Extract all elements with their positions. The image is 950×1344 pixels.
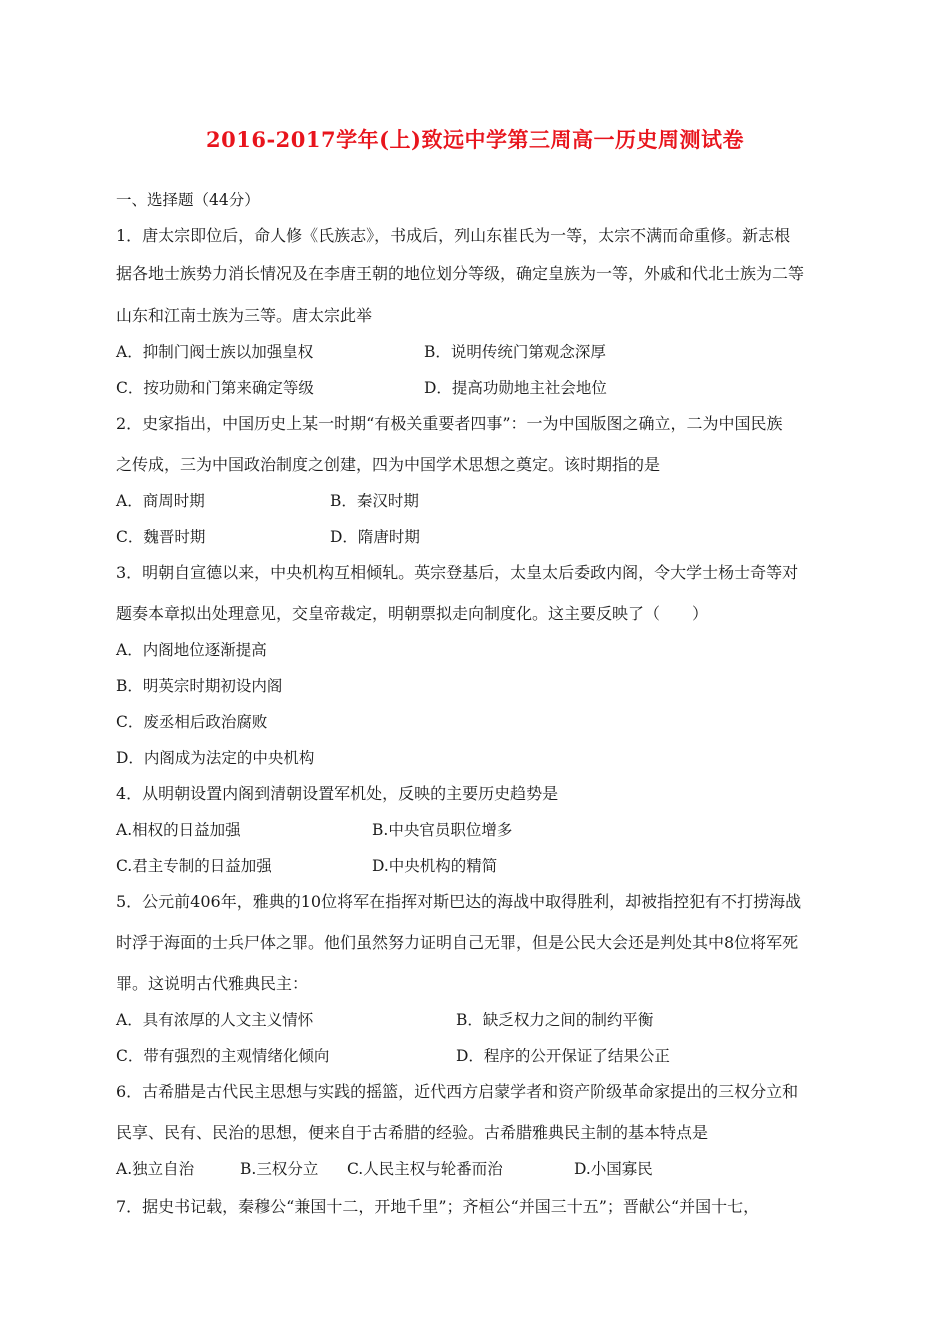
question-2-option-d: D．隋唐时期 — [330, 528, 420, 546]
question-5-option-c: C．带有强烈的主观情绪化倾向 — [116, 1047, 330, 1065]
question-1-line-2: 据各地士族势力消长情况及在李唐王朝的地位划分等级，确定皇族为一等，外戚和代北士族为二等 — [116, 264, 805, 283]
question-3-line-2: 题奏本章拟出处理意见，交皇帝裁定，明朝票拟走向制度化。这主要反映了（ ） — [116, 604, 709, 623]
question-3-line-1: 3．明朝自宣德以来，中央机构互相倾轧。英宗登基后，太皇太后委政内阁，令大学士杨士奇等对 — [116, 563, 799, 582]
question-2-option-b: B．秦汉时期 — [330, 492, 419, 510]
question-5-option-a: A．具有浓厚的人文主义情怀 — [116, 1011, 314, 1029]
question-4-option-a: A.相权的日益加强 — [116, 821, 241, 839]
question-4-option-d: D.中央机构的精简 — [372, 857, 498, 875]
page-title: 2016-2017学年(上)致远中学第三周高一历史周测试卷 — [206, 127, 744, 152]
question-2-line-1: 2．史家指出，中国历史上某一时期“有极关重要者四事”：一为中国版图之确立，二为中国民族 — [116, 414, 783, 433]
question-5-line-2: 时浮于海面的士兵尸体之罪。他们虽然努力证明自己无罪，但是公民大会还是判处其中8位将军死 — [116, 933, 799, 952]
question-4-line-1: 4．从明朝设置内阁到清朝设置军机处，反映的主要历史趋势是 — [116, 784, 559, 803]
question-7-line-1: 7．据史书记载，秦穆公“兼国十二，开地千里”；齐桓公“并国三十五”；晋献公“并国十七， — [116, 1197, 760, 1216]
question-6-option-a: A.独立自治 — [116, 1160, 195, 1178]
question-5-line-1: 5．公元前406年，雅典的10位将军在指挥对斯巴达的海战中取得胜利，却被指控犯有不打捞海战 — [116, 892, 802, 911]
question-5-option-d: D．程序的公开保证了结果公正 — [456, 1047, 670, 1065]
section-heading: 一、选择题（44分） — [116, 191, 260, 209]
question-4-option-c: C.君主专制的日益加强 — [116, 857, 272, 875]
question-6-option-b: B.三权分立 — [240, 1160, 319, 1178]
question-2-option-c: C．魏晋时期 — [116, 528, 206, 546]
question-2-line-2: 之传成，三为中国政治制度之创建，四为中国学术思想之奠定。该时期指的是 — [116, 455, 661, 474]
question-1-option-b: B．说明传统门第观念深厚 — [424, 343, 606, 361]
question-6-line-1: 6．古希腊是古代民主思想与实践的摇篮，近代西方启蒙学者和资产阶级革命家提出的三权分立和 — [116, 1082, 799, 1101]
question-5-line-3: 罪。这说明古代雅典民主： — [116, 974, 309, 993]
question-6-option-c: C.人民主权与轮番而治 — [347, 1160, 503, 1178]
question-1-line-3: 山东和江南士族为三等。唐太宗此举 — [116, 306, 373, 325]
question-3-option-c: C．废丞相后政治腐败 — [116, 713, 268, 731]
question-2-option-a: A．商周时期 — [116, 492, 205, 510]
question-6-line-2: 民享、民有、民治的思想，便来自于古希腊的经验。古希腊雅典民主制的基本特点是 — [116, 1123, 709, 1142]
question-1-option-d: D．提高功勋地主社会地位 — [424, 379, 607, 397]
question-4-option-b: B.中央官员职位增多 — [372, 821, 513, 839]
question-3-option-b: B．明英宗时期初设内阁 — [116, 677, 283, 695]
question-3-option-a: A．内阁地位逐渐提高 — [116, 641, 267, 659]
question-6-option-d: D.小国寡民 — [574, 1160, 653, 1178]
question-3-option-d: D．内阁成为法定的中央机构 — [116, 749, 315, 767]
question-5-option-b: B．缺乏权力之间的制约平衡 — [456, 1011, 654, 1029]
question-1-option-c: C．按功勋和门第来确定等级 — [116, 379, 314, 397]
question-1-option-a: A．抑制门阀士族以加强皇权 — [116, 343, 314, 361]
question-1-line-1: 1．唐太宗即位后，命人修《氏族志》，书成后，列山东崔氏为一等，太宗不满而命重修。新志根 — [116, 226, 791, 245]
